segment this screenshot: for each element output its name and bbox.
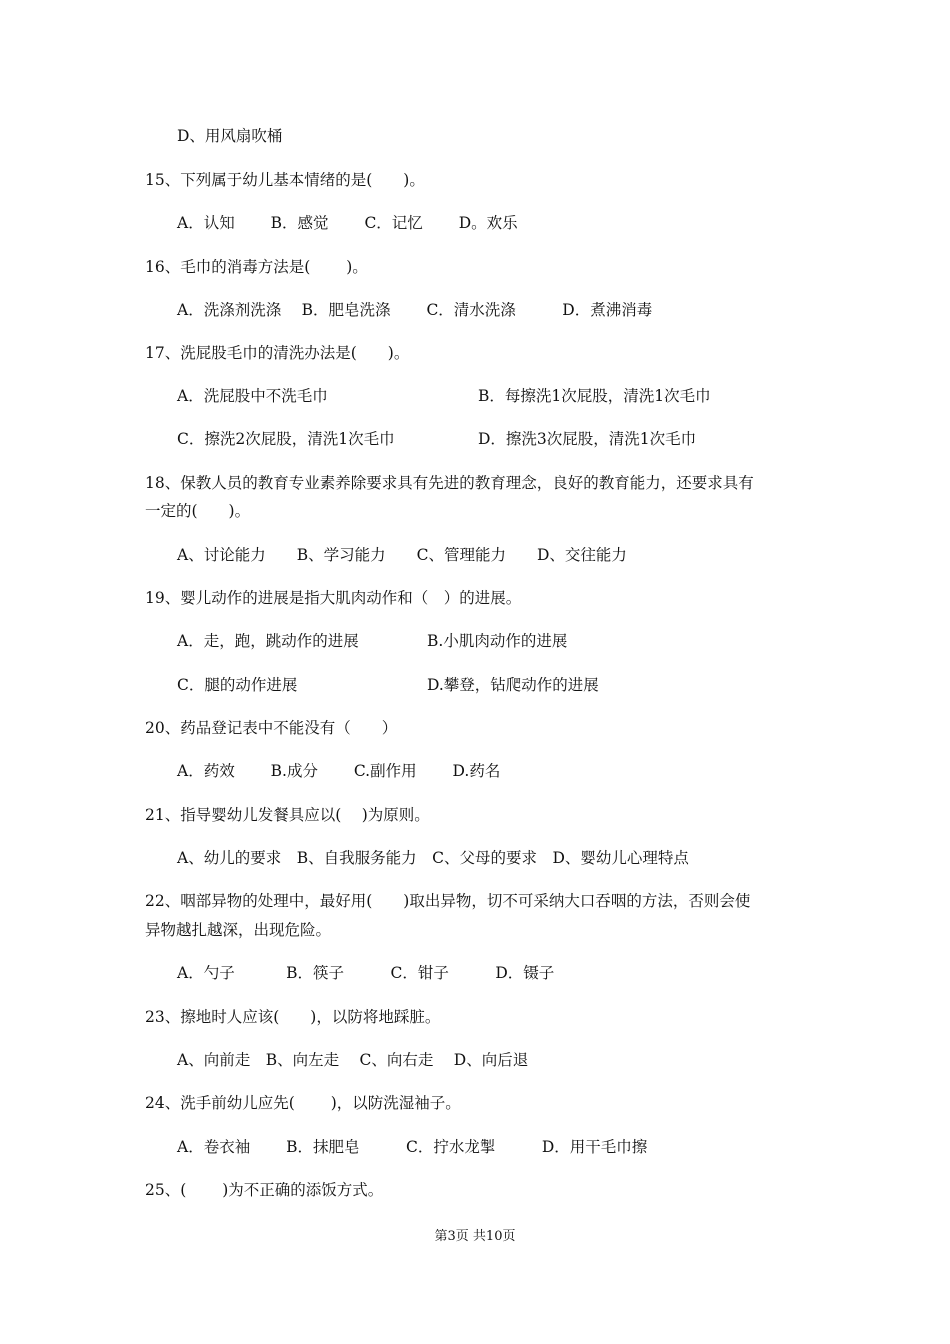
option-19d: D.攀登，钻爬动作的进展 [427, 676, 599, 694]
question-15: 15、下列属于幼儿基本情绪的是( )。 [145, 171, 425, 189]
question-17: 17、洗屁股毛巾的清洗办法是( )。 [145, 344, 410, 362]
question-23: 23、擦地时人应该( )，以防将地踩脏。 [145, 1008, 441, 1026]
question-19: 19、婴儿动作的进展是指大肌肉动作和（ ）的进展。 [145, 589, 522, 607]
options-20: A．药效 B.成分 C.副作用 D.药名 [177, 762, 501, 780]
question-20: 20、药品登记表中不能没有（ ） [145, 719, 398, 737]
options-15: A．认知 B．感觉 C．记忆 D。欢乐 [177, 214, 518, 232]
options-16: A．洗涤剂洗涤 B．肥皂洗涤 C．清水洗涤 D．煮沸消毒 [177, 301, 653, 319]
options-18: A、讨论能力 B、学习能力 C、管理能力 D、交往能力 [177, 546, 627, 564]
option-17d: D．擦洗3次屁股，清洗1次毛巾 [478, 430, 697, 448]
question-25: 25、( )为不正确的添饭方式。 [145, 1181, 384, 1199]
question-16: 16、毛巾的消毒方法是( )。 [145, 258, 368, 276]
option-17c: C．擦洗2次屁股，清洗1次毛巾 [177, 430, 395, 448]
question-22-line1: 22、咽部异物的处理中，最好用( )取出异物，切不可采纳大口吞咽的方法，否则会使 [145, 892, 751, 910]
option-line-14d: D、用风扇吹桶 [177, 127, 283, 145]
option-19a: A．走，跑，跳动作的进展 [177, 632, 359, 650]
question-18-line2: 一定的( )。 [145, 502, 251, 520]
question-21: 21、指导婴幼儿发餐具应以( )为原则。 [145, 806, 430, 824]
options-21: A、幼儿的要求 B、自我服务能力 C、父母的要求 D、婴幼儿心理特点 [177, 849, 689, 867]
question-18-line1: 18、保教人员的教育专业素养除要求具有先进的教育理念，良好的教育能力，还要求具有 [145, 474, 754, 492]
question-24: 24、洗手前幼儿应先( )，以防洗湿袖子。 [145, 1094, 461, 1112]
option-19c: C．腿的动作进展 [177, 676, 298, 694]
option-17b: B．每擦洗1次屁股，清洗1次毛巾 [478, 387, 711, 405]
question-22-line2: 异物越扎越深，出现危险。 [145, 921, 332, 939]
page-footer: 第3页 共10页 [434, 1229, 516, 1244]
options-22: A．勺子 B．筷子 C．钳子 D．镊子 [177, 964, 555, 982]
options-24: A．卷衣袖 B．抹肥皂 C．拧水龙掣 D．用干毛巾擦 [177, 1138, 648, 1156]
option-17a: A．洗屁股中不洗毛巾 [177, 387, 328, 405]
options-23: A、向前走 B、向左走 C、向右走 D、向后退 [177, 1051, 529, 1069]
option-19b: B.小肌肉动作的进展 [427, 632, 568, 650]
